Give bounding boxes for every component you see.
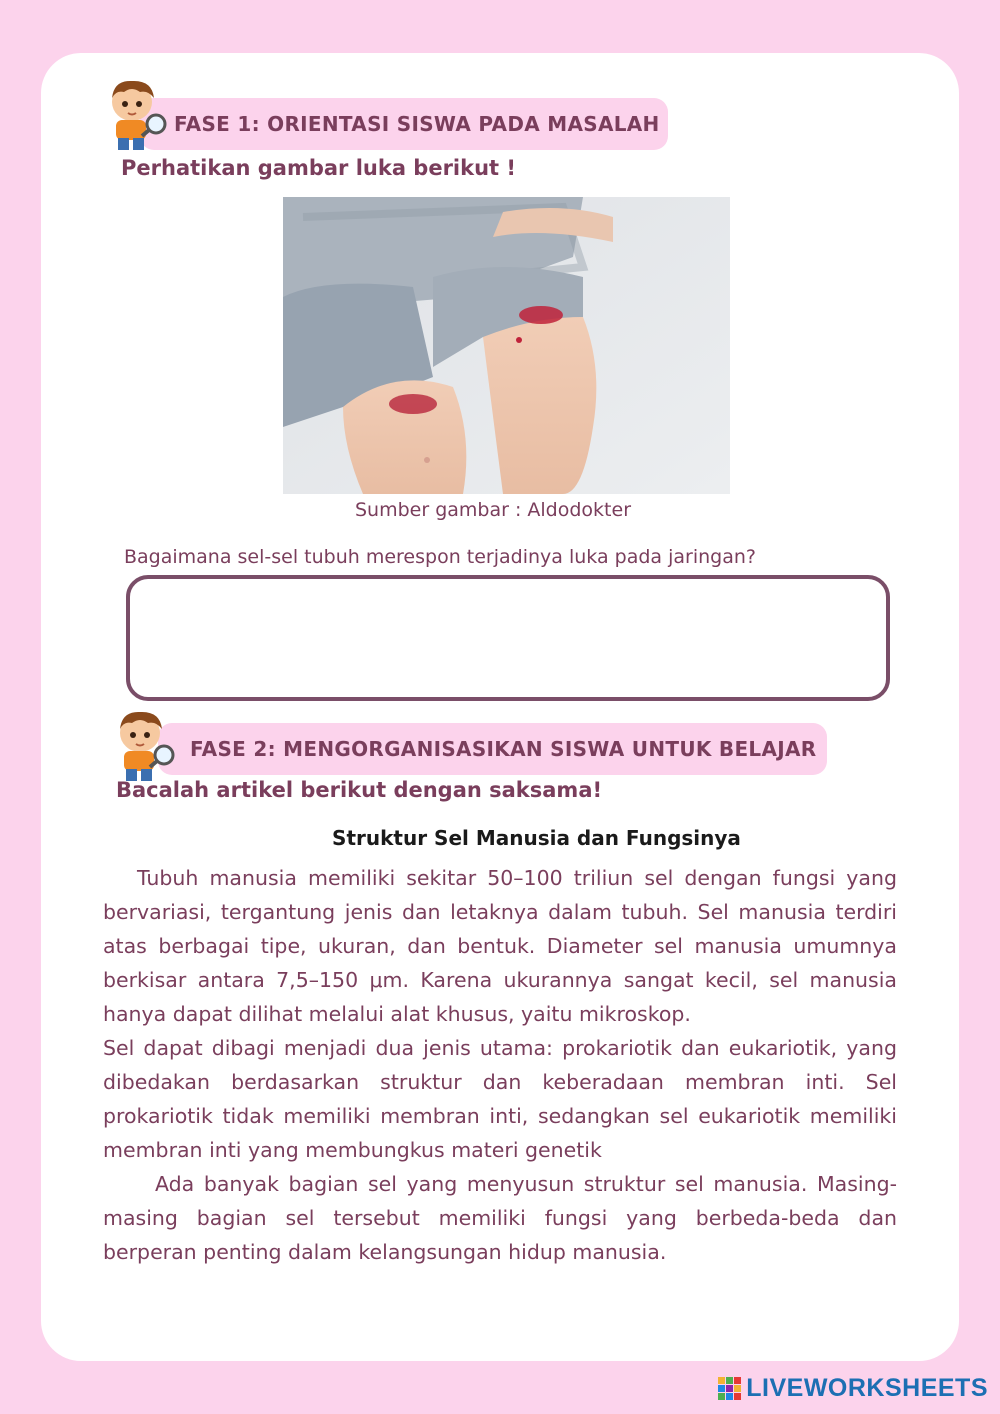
image-caption: Sumber gambar : Aldodokter xyxy=(354,499,632,521)
brand-name: LIVEWORKSHEETS xyxy=(746,1374,988,1402)
phase2-banner xyxy=(158,723,827,775)
article-paragraph: Ada banyak bagian sel yang menyusun struktur sel manusia. Masing-masing bagian sel tersebut memiliki fungsi yang berbeda-beda dan berperan penting dalam kelangsungan hidup manusia. xyxy=(103,1172,897,1264)
answer-input[interactable] xyxy=(126,575,890,701)
phase2-instruction: Bacalah artikel berikut dengan saksama! xyxy=(116,778,603,802)
detective-kid-icon xyxy=(110,703,180,787)
phase1-question: Bagaimana sel-sel tubuh merespon terjadinya luka pada jaringan? xyxy=(124,546,756,568)
scraped-knees-image xyxy=(283,197,730,494)
phase1-instruction: Perhatikan gambar luka berikut ! xyxy=(121,156,516,180)
detective-kid-icon xyxy=(102,72,172,156)
wound-photo xyxy=(283,197,730,494)
liveworksheets-logo-icon xyxy=(718,1377,742,1401)
article-body xyxy=(103,861,897,1269)
phase2-title: FASE 2: MENGORGANISASIKAN SISWA UNTUK BELAJAR xyxy=(190,737,817,761)
liveworksheets-brand[interactable] xyxy=(718,1374,988,1403)
article-paragraph: Sel dapat dibagi menjadi dua jenis utama: prokariotik dan eukariotik, yang dibedakan berdasarkan struktur dan keberadaan membran inti. Sel prokariotik tidak memiliki membran inti, sedangkan sel eukariotik memiliki membran inti yang membungkus materi genetik xyxy=(103,1036,897,1162)
phase1-title: FASE 1: ORIENTASI SISWA PADA MASALAH xyxy=(174,112,660,136)
article-title: Struktur Sel Manusia dan Fungsinya xyxy=(332,826,741,850)
article-paragraph: Tubuh manusia memiliki sekitar 50–100 triliun sel dengan fungsi yang bervariasi, tergantung jenis dan letaknya dalam tubuh. Sel manusia terdiri atas berbagai tipe, ukuran, dan bentuk. Diameter sel manusia umumnya berkisar antara 7,5–150 μm. Karena ukurannya sangat kecil, sel manusia hanya dapat dilihat melalui alat khusus, yaitu mikroskop. xyxy=(103,866,897,1026)
phase1-banner xyxy=(140,98,668,150)
